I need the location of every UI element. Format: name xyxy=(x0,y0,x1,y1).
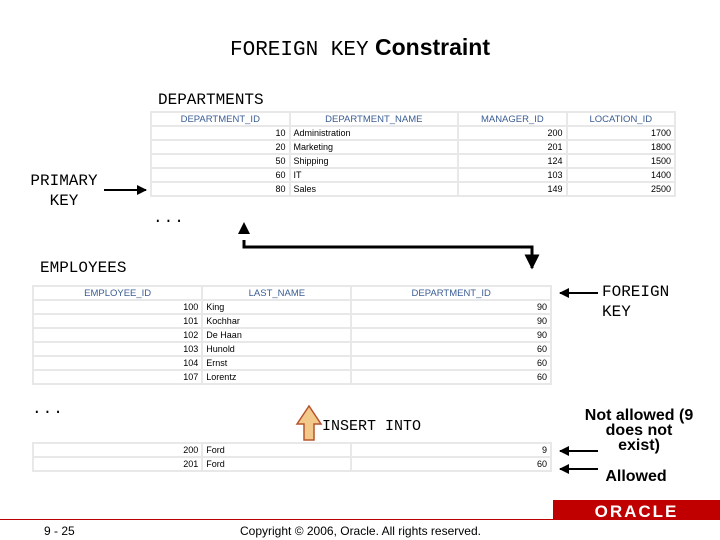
col-employee-id: EMPLOYEE_ID xyxy=(34,287,201,299)
not-allowed-label: Not allowed (9 does not exist) xyxy=(584,407,694,454)
cell: 1500 xyxy=(568,155,674,167)
copyright: Copyright © 2006, Oracle. All rights reserved. xyxy=(240,524,481,538)
cell: 90 xyxy=(352,301,550,313)
cell: 60 xyxy=(352,371,550,383)
cell: 149 xyxy=(459,183,565,195)
departments-label: DEPARTMENTS xyxy=(158,91,264,109)
allowed-label: Allowed xyxy=(605,468,667,485)
page-number: 9 - 25 xyxy=(44,524,75,538)
cell: 90 xyxy=(352,315,550,327)
cell: Shipping xyxy=(291,155,458,167)
relationship-connector xyxy=(244,240,532,268)
departments-ellipsis: ... xyxy=(153,209,185,227)
foreign-key-label: FOREIGN KEY xyxy=(602,283,670,321)
title-sans: Constraint xyxy=(375,34,490,60)
cell: Ernst xyxy=(203,357,350,369)
col-department-name: DEPARTMENT_NAME xyxy=(291,113,458,125)
insert-into-label: INSERT INTO xyxy=(322,418,422,435)
cell: 200 xyxy=(34,444,201,456)
cell: 201 xyxy=(459,141,565,153)
cell: 60 xyxy=(352,343,550,355)
oracle-logo xyxy=(553,500,720,520)
primary-key-label: PRIMARY KEY xyxy=(30,172,98,210)
cell: 80 xyxy=(152,183,289,195)
cell: 1800 xyxy=(568,141,674,153)
cell: 1700 xyxy=(568,127,674,139)
cell: 104 xyxy=(34,357,201,369)
col-location-id: LOCATION_ID xyxy=(568,113,674,125)
relationship-arrowhead-up xyxy=(238,222,250,234)
cell: 101 xyxy=(34,315,201,327)
title-mono: FOREIGN KEY xyxy=(229,39,369,62)
cell: Hunold xyxy=(203,343,350,355)
cell: 90 xyxy=(352,329,550,341)
cell: 50 xyxy=(152,155,289,167)
cell: De Haan xyxy=(203,329,350,341)
cell: 100 xyxy=(34,301,201,313)
cell: Ford xyxy=(203,444,350,456)
cell: 20 xyxy=(152,141,289,153)
oracle-logo-text: ORACLE xyxy=(594,502,679,521)
cell: 2500 xyxy=(568,183,674,195)
col-department-id: DEPARTMENT_ID xyxy=(152,113,289,125)
cell: Ford xyxy=(203,458,350,470)
employees-ellipsis: ... xyxy=(32,400,64,418)
insert-up-arrow-icon xyxy=(297,406,321,440)
cell: 60 xyxy=(152,169,289,181)
cell: 103 xyxy=(34,343,201,355)
col-last-name: LAST_NAME xyxy=(203,287,350,299)
cell: 102 xyxy=(34,329,201,341)
cell: IT xyxy=(291,169,458,181)
col-emp-department-id: DEPARTMENT_ID xyxy=(352,287,550,299)
cell: Administration xyxy=(291,127,458,139)
cell: Kochhar xyxy=(203,315,350,327)
cell: 10 xyxy=(152,127,289,139)
cell: 60 xyxy=(352,458,550,470)
col-manager-id: MANAGER_ID xyxy=(459,113,565,125)
cell: Marketing xyxy=(291,141,458,153)
cell: 107 xyxy=(34,371,201,383)
employees-label: EMPLOYEES xyxy=(40,259,127,277)
cell: 201 xyxy=(34,458,201,470)
cell: Sales xyxy=(291,183,458,195)
cell: 60 xyxy=(352,357,550,369)
cell: 124 xyxy=(459,155,565,167)
cell: 200 xyxy=(459,127,565,139)
cell: King xyxy=(203,301,350,313)
cell: 1400 xyxy=(568,169,674,181)
cell: 9 xyxy=(352,444,550,456)
cell: Lorentz xyxy=(203,371,350,383)
cell: 103 xyxy=(459,169,565,181)
